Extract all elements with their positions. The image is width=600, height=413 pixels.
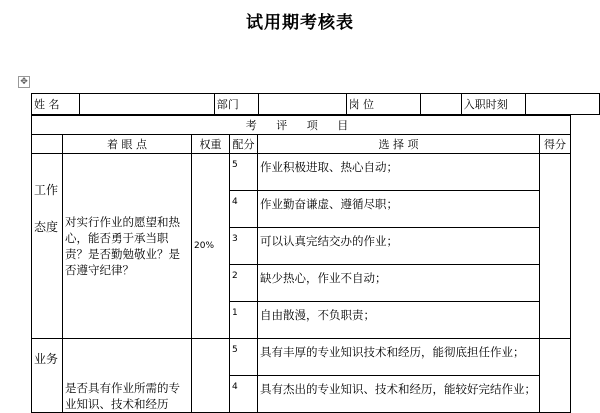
score-cell: 5	[230, 154, 258, 191]
point-cell: 是否具有作业所需的专业知识、技术和经历	[63, 339, 192, 413]
evaluation-table	[31, 93, 600, 115]
dept-field[interactable]	[259, 94, 346, 115]
position-field[interactable]	[420, 94, 461, 115]
hire-date-label: 入职时刻	[461, 94, 526, 115]
options-header: 选 择 项	[258, 135, 540, 154]
dept-label: 部门	[214, 94, 259, 115]
evaluation-grid	[31, 115, 571, 413]
weight-cell	[192, 339, 230, 413]
score-header: 配分	[230, 135, 258, 154]
name-label: 姓 名	[32, 94, 80, 115]
table-move-handle-icon[interactable]: ✥	[18, 76, 30, 88]
option-text: 作业积极进取、热心自动；	[258, 154, 540, 191]
point-header: 着 眼 点	[63, 135, 192, 154]
category-header	[32, 135, 63, 154]
score-cell: 3	[230, 228, 258, 265]
category-cell: 业务	[32, 339, 63, 413]
score-cell: 4	[230, 191, 258, 228]
section-title: 考 评 项 目	[32, 116, 571, 135]
option-text: 自由散漫，不负职责；	[258, 302, 540, 339]
info-row	[32, 94, 600, 115]
score-cell: 1	[230, 302, 258, 339]
score-cell: 2	[230, 265, 258, 302]
weight-header: 权重	[192, 135, 230, 154]
option-text: 缺少热心，作业不自动；	[258, 265, 540, 302]
got-header: 得分	[540, 135, 571, 154]
name-field[interactable]	[79, 94, 214, 115]
weight-cell: 20%	[192, 154, 230, 339]
hire-date-field[interactable]	[526, 94, 600, 115]
got-cell[interactable]	[540, 339, 571, 413]
category-cell: 工作态度	[32, 154, 63, 339]
point-cell: 对实行作业的愿望和热心，能否勇于承当职责？是否勤勉敬业？是否遵守纪律？	[63, 154, 192, 339]
score-cell: 5	[230, 339, 258, 376]
score-cell: 4	[230, 376, 258, 413]
got-cell[interactable]	[540, 154, 571, 339]
option-text: 具有丰厚的专业知识技术和经历，能彻底担任作业；	[258, 339, 540, 376]
option-text: 可以认真完结交办的作业；	[258, 228, 540, 265]
option-text: 具有杰出的专业知识、技术和经历，能较好完结作业；	[258, 376, 540, 413]
page-title: 试用期考核表	[246, 13, 354, 33]
position-label: 岗 位	[346, 94, 420, 115]
option-text: 作业勤奋谦虚、遵循尽职；	[258, 191, 540, 228]
